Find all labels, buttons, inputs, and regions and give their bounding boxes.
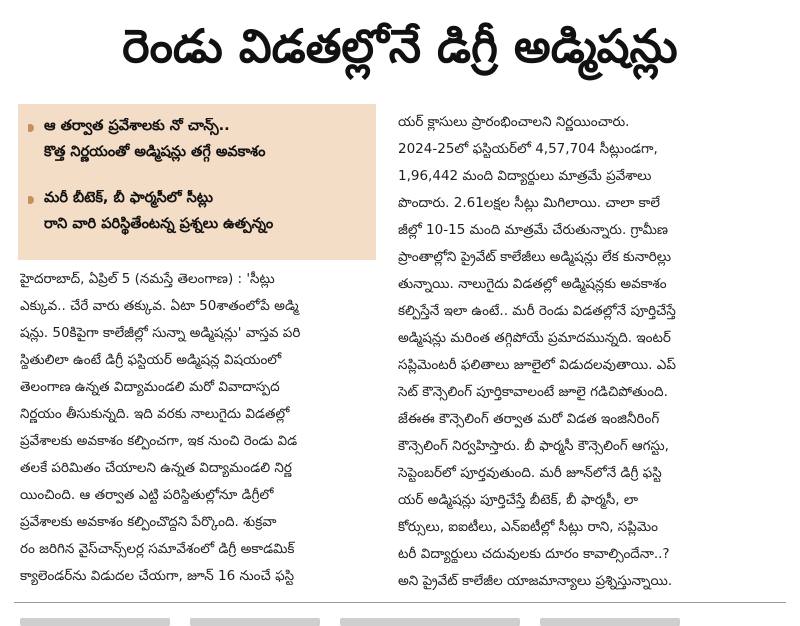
- left-line-4: స్థితులిలా ఉంటే డిగ్రీ ఫస్టియర్ అడ్మిషన్ల విషయంలో: [20, 352, 282, 368]
- cropped-text-fragment: [540, 618, 680, 626]
- left-line-11: రం జరిగిన వైస్‌చాన్స్‌లర్ల సమావేశంలో డిగ్రీ అకాడమిక్: [20, 541, 295, 557]
- highlight-1-line-2: కొత్త నిర్ణయంతో అడ్మిషన్లు తగ్గే అవకాశం: [44, 144, 266, 160]
- cropped-next-article-text: [20, 612, 780, 626]
- right-line-2: 2024-25లో ఫస్టియర్‌లో 4,57,704 సీట్లుండగా,: [398, 141, 658, 157]
- highlights-box: [18, 104, 376, 260]
- cropped-text-fragment: [190, 618, 320, 626]
- highlight-1-line-1: ఆ తర్వాత ప్రవేశాలకు నో చాన్స్..: [44, 118, 230, 134]
- right-line-16: కోర్సులు, ఐఐటీలు, ఎన్ఐటీల్లో సీట్లు రాని, సప్లిమెం: [398, 519, 659, 535]
- right-line-15: యర్ అడ్మిషన్లు పూర్తిచేస్తే బీటెక్, బీ ఫార్మసీ, లా: [398, 492, 638, 508]
- left-line-8: తలకే పరిమితం చేయాలని ఉన్నత విద్యామండలి నిర్ణ: [20, 460, 292, 476]
- left-line-9: యించింది. ఆ తర్వాత ఎట్టి పరిస్థితుల్లోనూ డిగ్రీలో: [20, 487, 274, 503]
- right-line-14: సెప్టెంబర్‌లో పూర్తవుతుంది. మరీ జూన్‌లోనే డిగ్రీ ఫస్టి: [398, 465, 662, 481]
- cropped-text-fragment: [340, 618, 520, 626]
- right-line-1: యర్ క్లాసులు ప్రారంభించాలని నిర్ణయించారు.: [398, 114, 630, 130]
- left-line-2: ఎక్కువ.. చేరే వారు తక్కువ. ఏటా 50శాతంలోపే అడ్మి: [20, 298, 299, 314]
- right-line-10: సప్లిమెంటరీ ఫలితాలు జూలైలో విడుదలవుతాయి. ఎప్: [398, 357, 676, 373]
- right-line-9: అడ్మిషన్లు మరింత తగ్గిపోయే ప్రమాదమున్నది. ఇంటర్: [398, 330, 671, 346]
- highlight-2-line-1: మరీ బీటెక్, బీ ఫార్మసీలో సీట్లు: [44, 190, 214, 206]
- left-line-12: క్యాలెండర్‌ను విడుదల చేయగా, జూన్ 16 నుంచే ఫస్టి: [20, 568, 295, 584]
- highlight-2-line-2: రాని వారి పరిస్థితేంటన్న ప్రశ్నలు ఉత్పన్నం: [44, 216, 274, 232]
- highlight-item-2: [28, 190, 368, 242]
- left-line-5: తెలంగాణ ఉన్నత విద్యామండలి మరో వివాదాస్పద: [20, 379, 280, 395]
- right-line-5: జీల్లో 10-15 మంది మాత్రమే చేరుతున్నారు. గ్రామీణ: [398, 222, 668, 238]
- right-line-17: టరీ విద్యార్థులు చదువులకు దూరం కావాల్సిందేనా..?: [398, 546, 670, 562]
- cropped-text-fragment: [20, 618, 170, 626]
- right-line-4: పొందారు. 2.61లక్షల సీట్లు మిగిలాయి. చాలా కాలే: [398, 195, 660, 211]
- highlight-item-1: [28, 118, 368, 170]
- right-line-6: ప్రాంతాల్లోని ప్రైవేట్ కాలేజీలు అడ్మిషన్లు లేక కునారిల్లు: [398, 249, 672, 265]
- left-line-10: ప్రవేశాలకు అవకాశం కల్పించొద్దని పేర్కొంది. శుక్రవా: [20, 514, 277, 530]
- left-line-7: ప్రవేశాలకు అవకాశం కల్పించగా, ఇక నుంచి రెండు విడ: [20, 433, 298, 449]
- headline: రెండు విడతల్లోనే డిగ్రీ అడ్మిషన్లు: [122, 19, 678, 73]
- left-line-3: షన్లు. 50కిపైగా కాలేజీల్లో సున్నా అడ్మిషన్లు' వాస్తవ పరి: [20, 325, 301, 341]
- right-line-11: సెట్ కౌన్సెలింగ్ పూర్తికావాలంటే జూలై గడిచిపోతుంది.: [398, 384, 668, 400]
- right-line-18: అని ప్రైవేట్ కాలేజీల యాజమాన్యాలు ప్రశ్నిస్తున్నాయి.: [398, 573, 673, 589]
- footer-divider: [14, 602, 786, 603]
- bullet-icon: [28, 124, 34, 132]
- right-line-7: తున్నాయి. నాలుగైదు విడతల్లో అడ్మిషన్లకు అవకాశం: [398, 276, 667, 292]
- right-line-3: 1,96,442 మంది విద్యార్థులు మాత్రమే ప్రవేశాలు: [398, 168, 652, 184]
- left-line-1: హైదరాబాద్, ఏప్రిల్ 5 (నమస్తే తెలంగాణ) : 'సీట్లు: [20, 271, 275, 287]
- right-line-8: కల్పిస్తేనే ఇలా ఉంటే.. మరీ రెండు విడతల్లోనే పూర్తిచేస్తే: [398, 303, 676, 319]
- right-line-13: కౌన్సెలింగ్ నిర్వహిస్తారు. బీ ఫార్మసీ కౌన్సెలింగ్ ఆగస్టు,: [398, 438, 669, 454]
- left-line-6: నిర్ణయం తీసుకున్నది. ఇది వరకు నాలుగైదు విడతల్లో: [20, 406, 290, 422]
- right-line-12: జేఈఈ కౌన్సెలింగ్ తర్వాత మరో విడత ఇంజినీరింగ్: [398, 411, 660, 427]
- bullet-icon: [28, 196, 34, 204]
